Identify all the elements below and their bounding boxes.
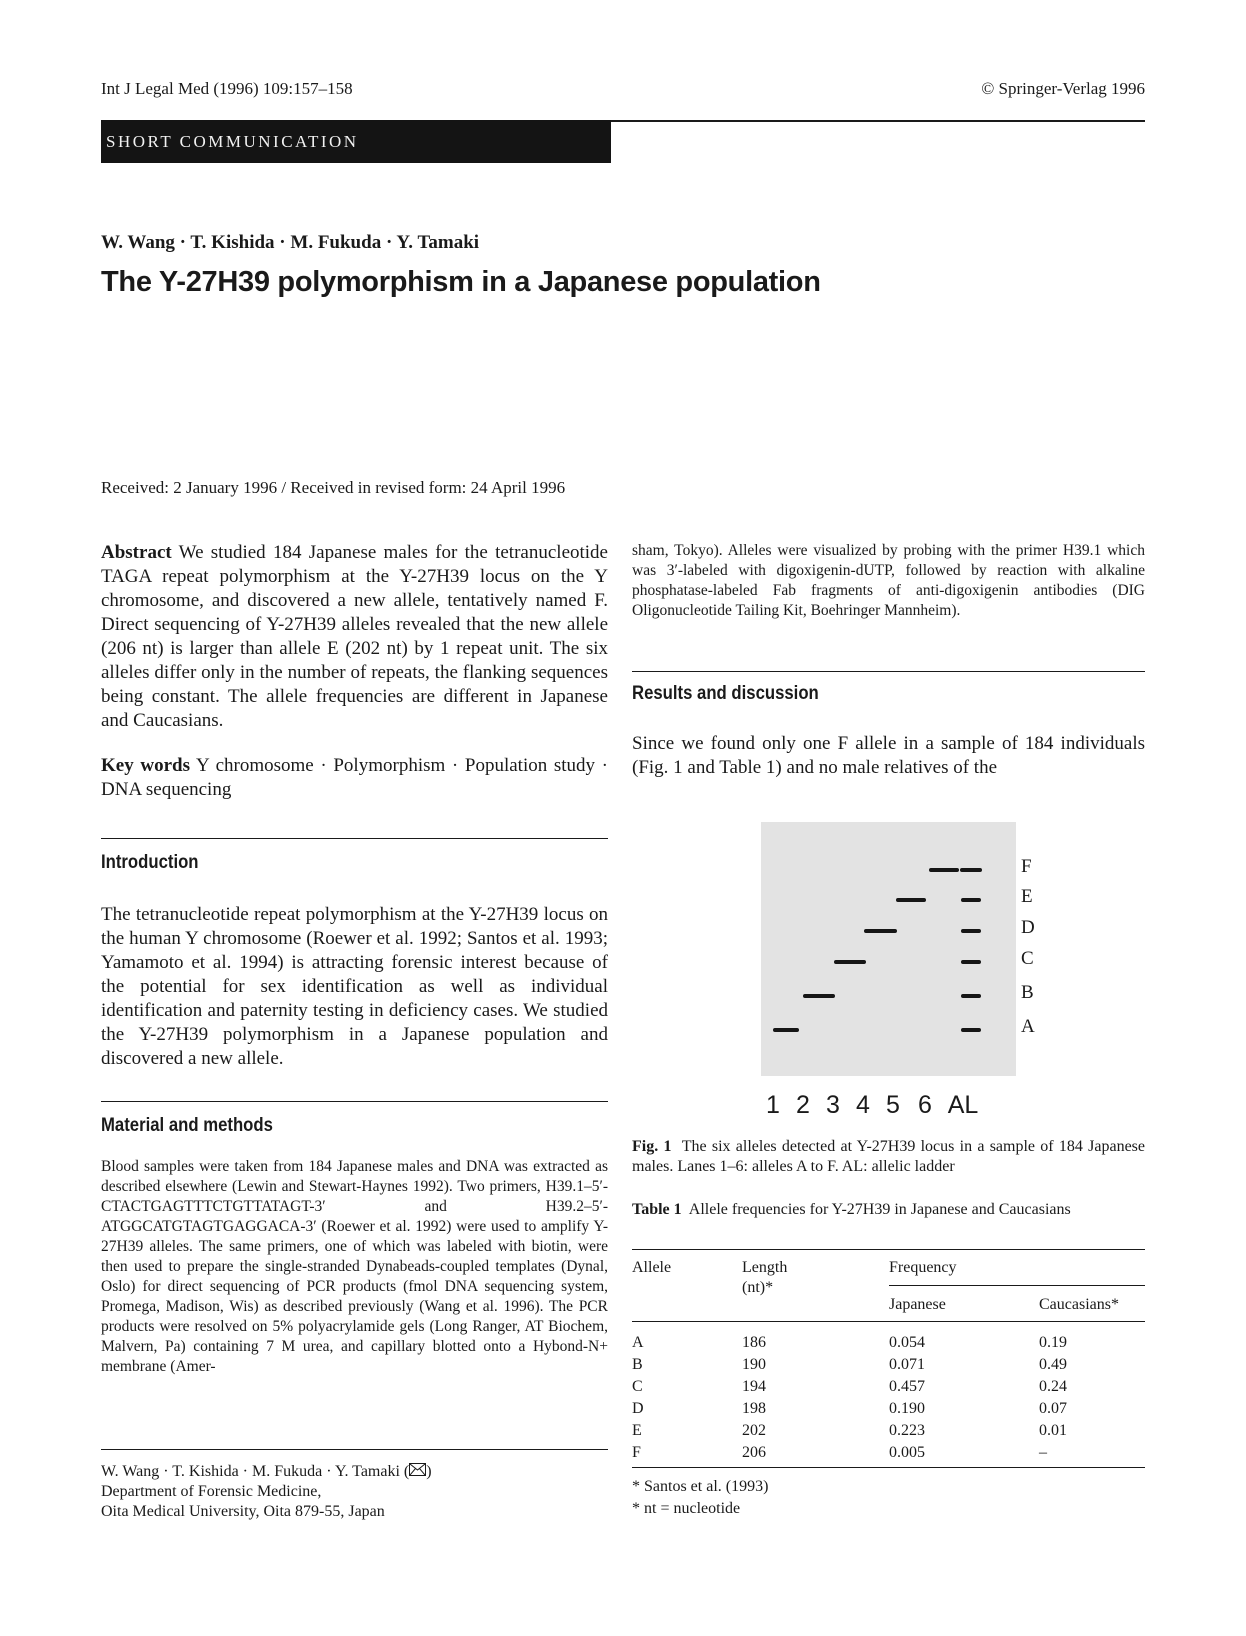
gel-ladder-band-d bbox=[961, 929, 981, 933]
table-row bbox=[632, 1334, 1145, 1356]
table-row bbox=[632, 1444, 1145, 1466]
gel-ladder-band-c bbox=[961, 960, 981, 964]
address-institution: Oita Medical University, Oita 879-55, Japan bbox=[101, 1503, 385, 1520]
cell-allele: F bbox=[632, 1444, 641, 1461]
cell-length: 198 bbox=[742, 1400, 766, 1417]
introduction-heading: Introduction bbox=[101, 852, 199, 873]
table-footnote-2: * nt = nucleotide bbox=[632, 1500, 741, 1517]
table-header-length: Length (nt)* bbox=[742, 1259, 788, 1296]
table-row bbox=[632, 1356, 1145, 1378]
lane-label-al: AL bbox=[947, 1091, 979, 1119]
band-label-e: E bbox=[1021, 886, 1033, 907]
keywords bbox=[101, 754, 608, 802]
cell-allele: B bbox=[632, 1356, 643, 1373]
lane-label-4: 4 bbox=[856, 1091, 870, 1119]
gel-ladder-band-f bbox=[960, 868, 982, 872]
keywords-text: Y chromosome · Polymorphism · Population study · DNA sequencing bbox=[101, 755, 609, 800]
lane-label-1: 1 bbox=[766, 1091, 780, 1119]
cell-length: 190 bbox=[742, 1356, 766, 1373]
gel-ladder-band-a bbox=[961, 1028, 981, 1032]
address-authors-line: W. Wang · T. Kishida · M. Fukuda · Y. Tamaki ( ) bbox=[101, 1463, 432, 1480]
cell-caucasians: 0.01 bbox=[1039, 1422, 1067, 1439]
cell-japanese: 0.071 bbox=[889, 1356, 925, 1373]
table-bottom-rule bbox=[632, 1467, 1145, 1468]
cell-caucasians: 0.19 bbox=[1039, 1334, 1067, 1351]
cell-length: 202 bbox=[742, 1422, 766, 1439]
address-authors: W. Wang · T. Kishida · M. Fukuda · Y. Tamaki bbox=[101, 1463, 400, 1480]
abstract-text: We studied 184 Japanese males for the tetranucleotide TAGA repeat polymorphism at the Y-27H39 locus on the Y chromosome, and discovered a new allele, tentatively named F. Direct sequencing of Y-27H39 alleles revealed that the new allele (206 nt) is larger than allele E (202 nt) by 1 repeat unit. The six alleles differ only in the number of repeats, the flanking sequences being constant. The allele frequencies are different in Japanese and Caucasians. bbox=[101, 542, 608, 731]
lane-label-5: 5 bbox=[886, 1091, 900, 1119]
abstract bbox=[101, 541, 608, 733]
copyright: © Springer-Verlag 1996 bbox=[981, 79, 1145, 98]
keywords-label: Key words bbox=[101, 755, 190, 776]
table-label: Table 1 bbox=[632, 1201, 682, 1218]
cell-japanese: 0.190 bbox=[889, 1400, 925, 1417]
cell-japanese: 0.223 bbox=[889, 1422, 925, 1439]
cell-caucasians: 0.49 bbox=[1039, 1356, 1067, 1373]
cell-length: 186 bbox=[742, 1334, 766, 1351]
cell-caucasians: 0.24 bbox=[1039, 1378, 1067, 1395]
gel-band-lane-2-allele-b bbox=[803, 994, 835, 998]
table-caption-text: Allele frequencies for Y-27H39 in Japanese and Caucasians bbox=[688, 1201, 1071, 1218]
rule-results bbox=[632, 671, 1145, 672]
cell-allele: D bbox=[632, 1400, 644, 1417]
gel-band-lane-6-allele-f bbox=[929, 868, 959, 872]
table-frequency-rule bbox=[889, 1285, 1145, 1286]
rule-address bbox=[101, 1449, 608, 1450]
received-dates: Received: 2 January 1996 / Received in revised form: 24 April 1996 bbox=[101, 478, 566, 497]
address-department: Department of Forensic Medicine, bbox=[101, 1483, 322, 1500]
table-row bbox=[632, 1422, 1145, 1444]
cell-allele: A bbox=[632, 1334, 644, 1351]
abstract-label: Abstract bbox=[101, 542, 172, 563]
rule-introduction bbox=[101, 838, 608, 839]
cell-caucasians: 0.07 bbox=[1039, 1400, 1067, 1417]
cell-japanese: 0.005 bbox=[889, 1444, 925, 1461]
cell-allele: E bbox=[632, 1422, 642, 1439]
table-top-rule bbox=[632, 1249, 1145, 1250]
gel-band-lane-1-allele-a bbox=[773, 1028, 799, 1032]
band-label-d: D bbox=[1021, 917, 1035, 938]
table-header-japanese: Japanese bbox=[889, 1296, 946, 1313]
table-header-allele: Allele bbox=[632, 1259, 672, 1276]
methods-text-continued: sham, Tokyo). Alleles were visualized by probing with the primer H39.1 which was 3′-labeled with digoxigenin-dUTP, followed by reaction with alkaline phosphatase-labeled Fab fragments of anti-digoxigenin antibodies (DIG Oligonucleotide Tailing Kit, Boehringer Mannheim). bbox=[632, 542, 1145, 619]
author-address bbox=[101, 1462, 608, 1522]
cell-length: 194 bbox=[742, 1378, 766, 1395]
introduction-text: The tetranucleotide repeat polymorphism at the Y-27H39 locus on the human Y chromosome (Roewer et al. 1992; Santos et al. 1993; Yamamoto et al. 1994) is attracting forensic interest because of the potential for sex identification as well as individual identification and paternity testing in deficiency cases. We studied the Y-27H39 polymorphism in a Japanese population and discovered a new allele. bbox=[101, 904, 608, 1069]
lane-label-6: 6 bbox=[918, 1091, 932, 1119]
table-row bbox=[632, 1400, 1145, 1422]
table-row bbox=[632, 1378, 1145, 1400]
figure-caption-label: Fig. 1 bbox=[632, 1138, 672, 1155]
cell-caucasians: – bbox=[1039, 1444, 1047, 1461]
cell-japanese: 0.054 bbox=[889, 1334, 925, 1351]
table-footnote-1: * Santos et al. (1993) bbox=[632, 1478, 769, 1495]
journal-citation: Int J Legal Med (1996) 109:157–158 bbox=[101, 79, 353, 98]
band-label-b: B bbox=[1021, 982, 1034, 1003]
lane-label-3: 3 bbox=[826, 1091, 840, 1119]
table-header-frequency: Frequency bbox=[889, 1259, 957, 1276]
gel-band-lane-4-allele-d bbox=[864, 929, 897, 933]
table-header-rule bbox=[632, 1321, 1145, 1322]
figure-caption bbox=[632, 1137, 1145, 1177]
results-heading: Results and discussion bbox=[632, 683, 819, 704]
section-banner: SHORT COMMUNICATION bbox=[101, 120, 611, 163]
gel-image bbox=[761, 822, 1016, 1076]
methods-text: Blood samples were taken from 184 Japanese males and DNA was extracted as described elsewhere (Lewin and Stewart-Haynes 1992). Two primers, H39.1–5′-CTACTGAGTTTCTGTTATAGT-3′ and H39.2–5′-ATGGCATGTAGTGAGGACA-3′ (Roewer et al. 1992) were used to amplify Y-27H39 alleles. The same primers, one of which was labeled with biotin, were then used to prepare the single-stranded Dynabeads-coupled templates (Dynal, Oslo) for direct sequencing of PCR products (fmol DNA sequencing system, Promega, Madison, Wis) as described previously (Wang et al. 1996). The PCR products were resolved on 5% polyacrylamide gels (Long Ranger, AT Biochem, Malvern, Pa) containing 7 M urea, and capillary blotted onto a Hybond-N+ membrane (Amer- bbox=[101, 1158, 608, 1375]
article-title: The Y-27H39 polymorphism in a Japanese population bbox=[101, 266, 821, 298]
cell-allele: C bbox=[632, 1378, 643, 1395]
gel-band-lane-3-allele-c bbox=[834, 960, 866, 964]
cell-length: 206 bbox=[742, 1444, 766, 1461]
gel-band-lane-5-allele-e bbox=[896, 898, 926, 902]
table-caption bbox=[632, 1200, 1145, 1220]
author-list: W. Wang · T. Kishida · M. Fukuda · Y. Tamaki bbox=[101, 232, 480, 253]
band-label-f: F bbox=[1021, 856, 1032, 877]
frequency-table bbox=[632, 1334, 1145, 1466]
table-header-caucasians: Caucasians* bbox=[1039, 1296, 1119, 1313]
cell-japanese: 0.457 bbox=[889, 1378, 925, 1395]
rule-methods bbox=[101, 1101, 608, 1102]
methods-heading: Material and methods bbox=[101, 1115, 273, 1136]
lane-label-2: 2 bbox=[796, 1091, 810, 1119]
band-label-a: A bbox=[1021, 1016, 1035, 1037]
envelope-icon bbox=[409, 1463, 426, 1476]
figure-caption-text: The six alleles detected at Y-27H39 locus in a sample of 184 Japanese males. Lanes 1–6: alleles A to F. AL: allelic ladder bbox=[632, 1138, 1146, 1175]
gel-ladder-band-b bbox=[961, 994, 981, 998]
gel-ladder-band-e bbox=[961, 898, 981, 902]
results-text: Since we found only one F allele in a sample of 184 individuals (Fig. 1 and Table 1) and no male relatives of the bbox=[632, 733, 1145, 778]
band-label-c: C bbox=[1021, 948, 1034, 969]
